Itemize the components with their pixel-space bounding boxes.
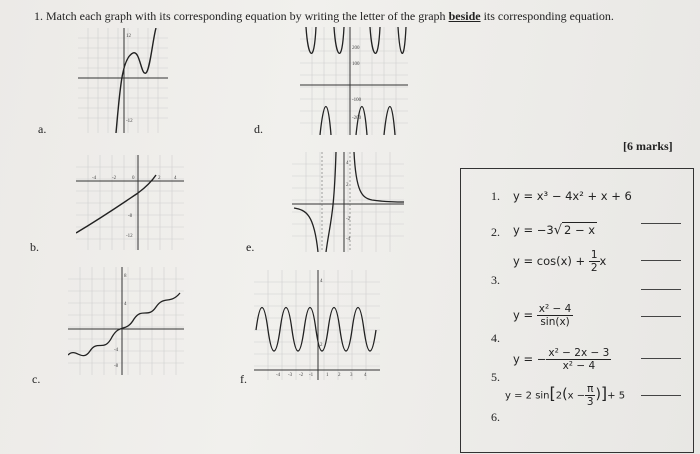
eq-number-1: 1.: [491, 189, 500, 203]
answer-line-5[interactable]: [641, 358, 681, 359]
answer-line-1[interactable]: [641, 223, 681, 224]
svg-text:-100: -100: [352, 98, 362, 103]
svg-text:12: 12: [126, 34, 131, 39]
svg-text:2: 2: [338, 373, 341, 378]
label-c: c.: [32, 372, 41, 386]
answer-line-4[interactable]: [641, 316, 681, 317]
svg-text:4: 4: [124, 302, 127, 307]
svg-text:2: 2: [320, 343, 323, 348]
eq-number-3: 3.: [491, 273, 500, 287]
question-text: 1. Match each graph with its corresponding equation by writing the letter of the graph beside its corresponding equation.: [34, 9, 614, 23]
graph-a: [78, 28, 168, 133]
label-d: d.: [254, 122, 263, 136]
svg-text:3: 3: [350, 373, 353, 378]
equation-4: y = $\frac{\text{x² − 4}}{\sin(x)}$: [513, 303, 572, 328]
eq-number-2: 2.: [491, 225, 500, 239]
marks-label: [6 marks]: [623, 139, 673, 153]
svg-text:4: 4: [346, 161, 349, 166]
equation-2: y = −3√ 2 − x: [513, 223, 596, 238]
svg-text:-8: -8: [114, 364, 119, 369]
svg-text:-4: -4: [346, 237, 351, 242]
svg-text:-1: -1: [309, 373, 314, 378]
svg-text:2: 2: [346, 183, 349, 188]
svg-text:-12: -12: [126, 234, 133, 239]
svg-text:200: 200: [352, 46, 360, 51]
label-a: a.: [38, 122, 47, 136]
svg-text:2: 2: [158, 176, 161, 181]
svg-text:-4: -4: [114, 348, 119, 353]
graph-d: [300, 27, 408, 135]
svg-text:-200: -200: [352, 116, 362, 121]
emphasis-beside: beside: [448, 9, 481, 23]
answer-line-3[interactable]: [641, 289, 681, 290]
equation-6: y = 2 sin[2(x − $\frac{\pi}{3}$ )]+ 5: [505, 383, 626, 408]
svg-text:4: 4: [364, 373, 367, 378]
label-f: f.: [240, 372, 247, 386]
svg-text:8: 8: [124, 274, 127, 279]
graph-c: [68, 267, 184, 375]
svg-text:-12: -12: [126, 119, 133, 124]
equations-box: [460, 168, 694, 453]
label-e: e.: [246, 240, 255, 254]
equation-1: y = x³ − 4x² + x + 6: [513, 189, 632, 203]
eq-number-6: 6.: [491, 410, 500, 424]
label-b: b.: [30, 240, 39, 254]
eq-number-4: 4.: [491, 331, 500, 345]
equation-5: y = − $\frac{\text{x² − 2x − 3}}{\text{x² − 4}}$: [513, 347, 610, 372]
eq-number-5: 5.: [491, 370, 500, 384]
svg-text:-3: -3: [288, 373, 293, 378]
svg-text:-8: -8: [128, 214, 133, 219]
svg-text:-4: -4: [276, 373, 281, 378]
graph-f: [254, 270, 380, 380]
svg-text:1: 1: [326, 373, 329, 378]
graph-b: [76, 155, 184, 250]
svg-text:-2: -2: [346, 217, 351, 222]
graph-e: [292, 152, 404, 252]
answer-line-6[interactable]: [641, 395, 681, 396]
svg-text:-4: -4: [92, 176, 97, 181]
svg-text:4: 4: [174, 176, 177, 181]
equation-3: y = cos(x) + $\frac{1}{2}$ x: [513, 249, 607, 274]
sqrt-sign: √: [553, 223, 563, 238]
svg-text:100: 100: [352, 62, 360, 67]
svg-text:-2: -2: [112, 176, 117, 181]
answer-line-2[interactable]: [641, 260, 681, 261]
svg-text:0: 0: [132, 176, 135, 181]
svg-text:-2: -2: [299, 373, 304, 378]
svg-text:4: 4: [320, 279, 323, 284]
